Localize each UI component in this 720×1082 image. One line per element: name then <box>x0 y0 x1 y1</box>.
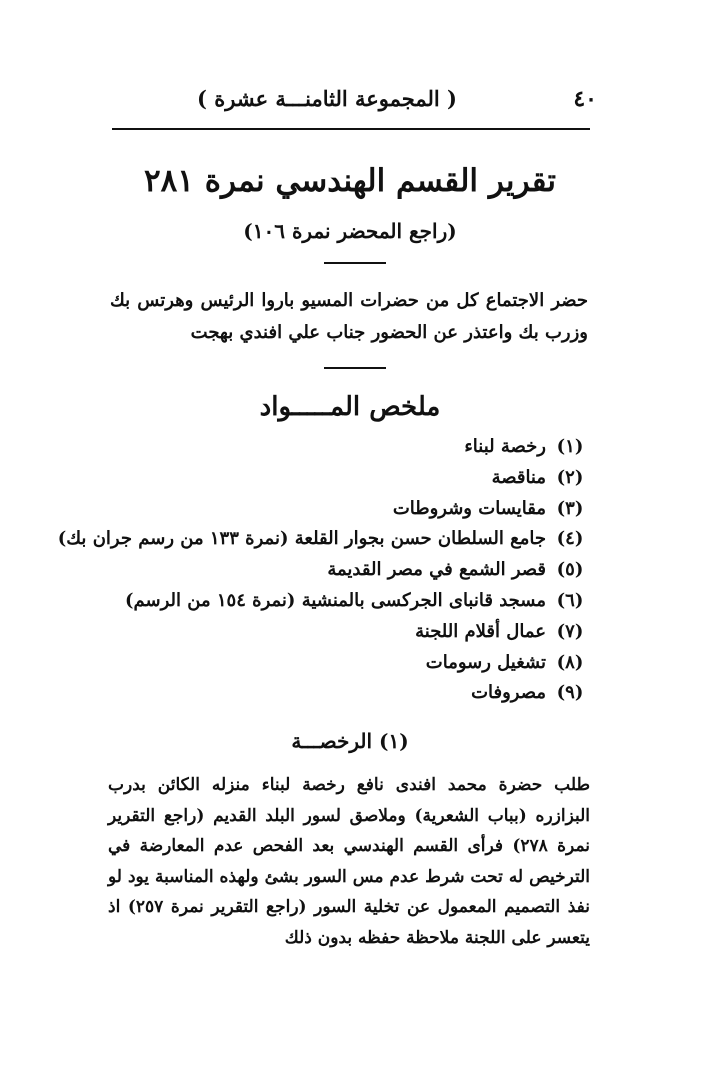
summary-heading: ملخص المـــــواد <box>259 392 441 422</box>
list-item <box>110 463 588 494</box>
item-number: (٩) <box>556 682 584 704</box>
page-number: ٤٠ <box>573 86 597 112</box>
item-number: (٣) <box>556 497 584 519</box>
divider-rule <box>324 262 386 264</box>
running-head: ( المجموعة الثامنـــة عشرة ) <box>197 86 457 111</box>
summary-list <box>57 432 588 709</box>
section-heading: (١) الرخصـــة <box>291 729 409 753</box>
report-subtitle: (راجع المحضر نمرة ١٠٦) <box>243 219 457 243</box>
item-number: (٧) <box>556 620 584 642</box>
item-number: (٨) <box>556 651 584 673</box>
item-number: (٦) <box>556 589 584 611</box>
list-item <box>110 648 588 679</box>
body-text: طلب حضرة محمد افندى نافع رخصة لبناء منزله الكائن بدرب البزازره (بباب الشعرية) وملاصق لسور البلد القديم (راجع التقرير نمرة ٢٧٨) فرأى القسم الهندسي بعد الفحص عدم المعارضة في الترخيص له تحت شرط عدم مس السور بشئ ولهذه المناسبة يود لو نفذ التصميم المعمول عن تخلية السور (راجع التقرير نمرة ٢٥٧) اذ يتعسر على اللجنة ملاحظة حفظه بدون ذلك <box>108 775 590 948</box>
list-item <box>110 586 588 617</box>
item-number: (٢) <box>556 466 584 488</box>
list-item <box>110 678 588 709</box>
item-text: قصر الشمع في مصر القديمة <box>327 559 546 581</box>
item-text: مناقصة <box>491 466 546 488</box>
item-text: مقايسات وشروطات <box>392 497 546 519</box>
list-item <box>110 432 588 463</box>
item-text: تشغيل رسومات <box>425 651 546 673</box>
divider-rule <box>324 367 386 369</box>
item-text: مصروفات <box>471 682 546 704</box>
item-text: عمال أقلام اللجنة <box>415 620 546 642</box>
item-number: (٤) <box>556 528 584 550</box>
list-item <box>110 555 588 586</box>
page-header <box>112 84 597 124</box>
item-number: (٥) <box>556 559 584 581</box>
item-text: مسجد قانباى الجركسى بالمنشية (نمرة ١٥٤ من الرسم) <box>124 589 546 611</box>
body-paragraph <box>108 770 590 953</box>
list-item <box>57 524 588 555</box>
item-text: رخصة لبناء <box>464 436 546 457</box>
item-number: (١) <box>556 436 584 457</box>
list-item <box>110 494 588 525</box>
attendance-paragraph: حضر الاجتماع كل من حضرات المسيو باروا الرئيس وهرتس بك وزرب بك واعتذر عن الحضور جناب علي افندي بهجت <box>110 290 588 343</box>
report-title: تقرير القسم الهندسي نمرة ٢٨١ <box>144 163 556 199</box>
list-item <box>110 617 588 648</box>
item-text: جامع السلطان حسن بجوار القلعة (نمرة ١٣٣ من رسم جران بك) <box>57 528 546 550</box>
header-rule <box>112 128 590 130</box>
